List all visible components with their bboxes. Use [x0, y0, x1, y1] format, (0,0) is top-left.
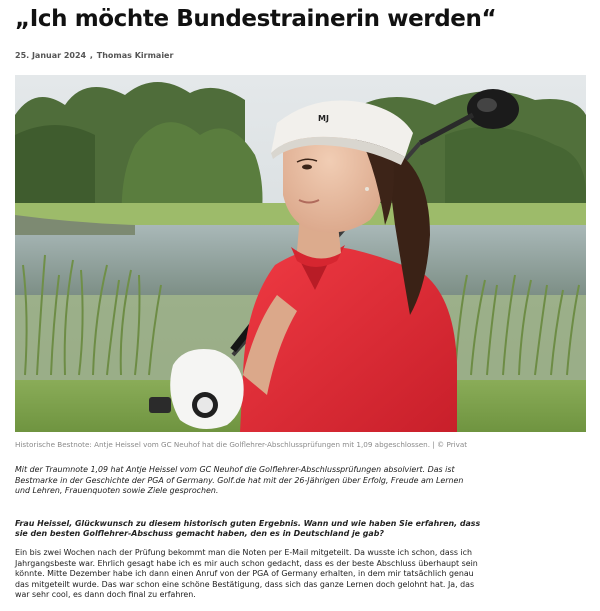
interview-question: Frau Heissel, Glückwunsch zu diesem historisch guten Ergebnis. Wann und wie haben Sie erfahren, dass sie den besten Golflehrer-Abschuss gemacht haben, den es in Deutschland je gab?: [15, 519, 481, 538]
article-lead: Mit der Traumnote 1,09 hat Antje Heissel vom GC Neuhof die Golflehrer-Abschlussprüfungen absolviert. Das ist Bestmarke in der Geschichte der PGA of Germany. Golf.de hat mit der 26-Jährigen über Erfolg, Freude am Lernen und Lehren, Frauenquoten sowie Ziele gesprochen.: [15, 465, 464, 496]
photo-caption: Historische Bestnote: Antje Heissel vom GC Neuhof hat die Golflehrer-Abschlussprüfungen mit 1,09 abgeschlossen. | © Privat: [15, 440, 468, 449]
meta-separator: ,: [89, 51, 93, 60]
article-author[interactable]: Thomas Kirmaier: [96, 51, 174, 60]
article-title: „Ich möchte Bundestrainerin werden“: [15, 6, 497, 32]
article-photo: [15, 75, 586, 432]
svg-text:MJ: MJ: [318, 114, 329, 123]
golfer-illustration: [15, 75, 586, 432]
interview-answer: Ein bis zwei Wochen nach der Prüfung bekommt man die Noten per E-Mail mitgeteilt. Da wusste ich schon, dass ich Jahrgangsbeste war. Ehrlich gesagt habe ich es mir auch schon gedacht, dass es der beste Abschluss überhaupt sein könnte. Mitte Dezember habe ich dann einen Anruf von der PGA of Germany erhalten, in dem mir tatsächlich genau das mitgeteilt wurde. Das war schon eine schöne Bestätigung, dass sich das ganze Lernen doch gelohnt hat. Ja, das war sehr cool, es dann doch final zu erfahren.: [15, 548, 478, 599]
article-meta: [15, 51, 173, 60]
article-date: 25. Januar 2024: [15, 51, 87, 60]
